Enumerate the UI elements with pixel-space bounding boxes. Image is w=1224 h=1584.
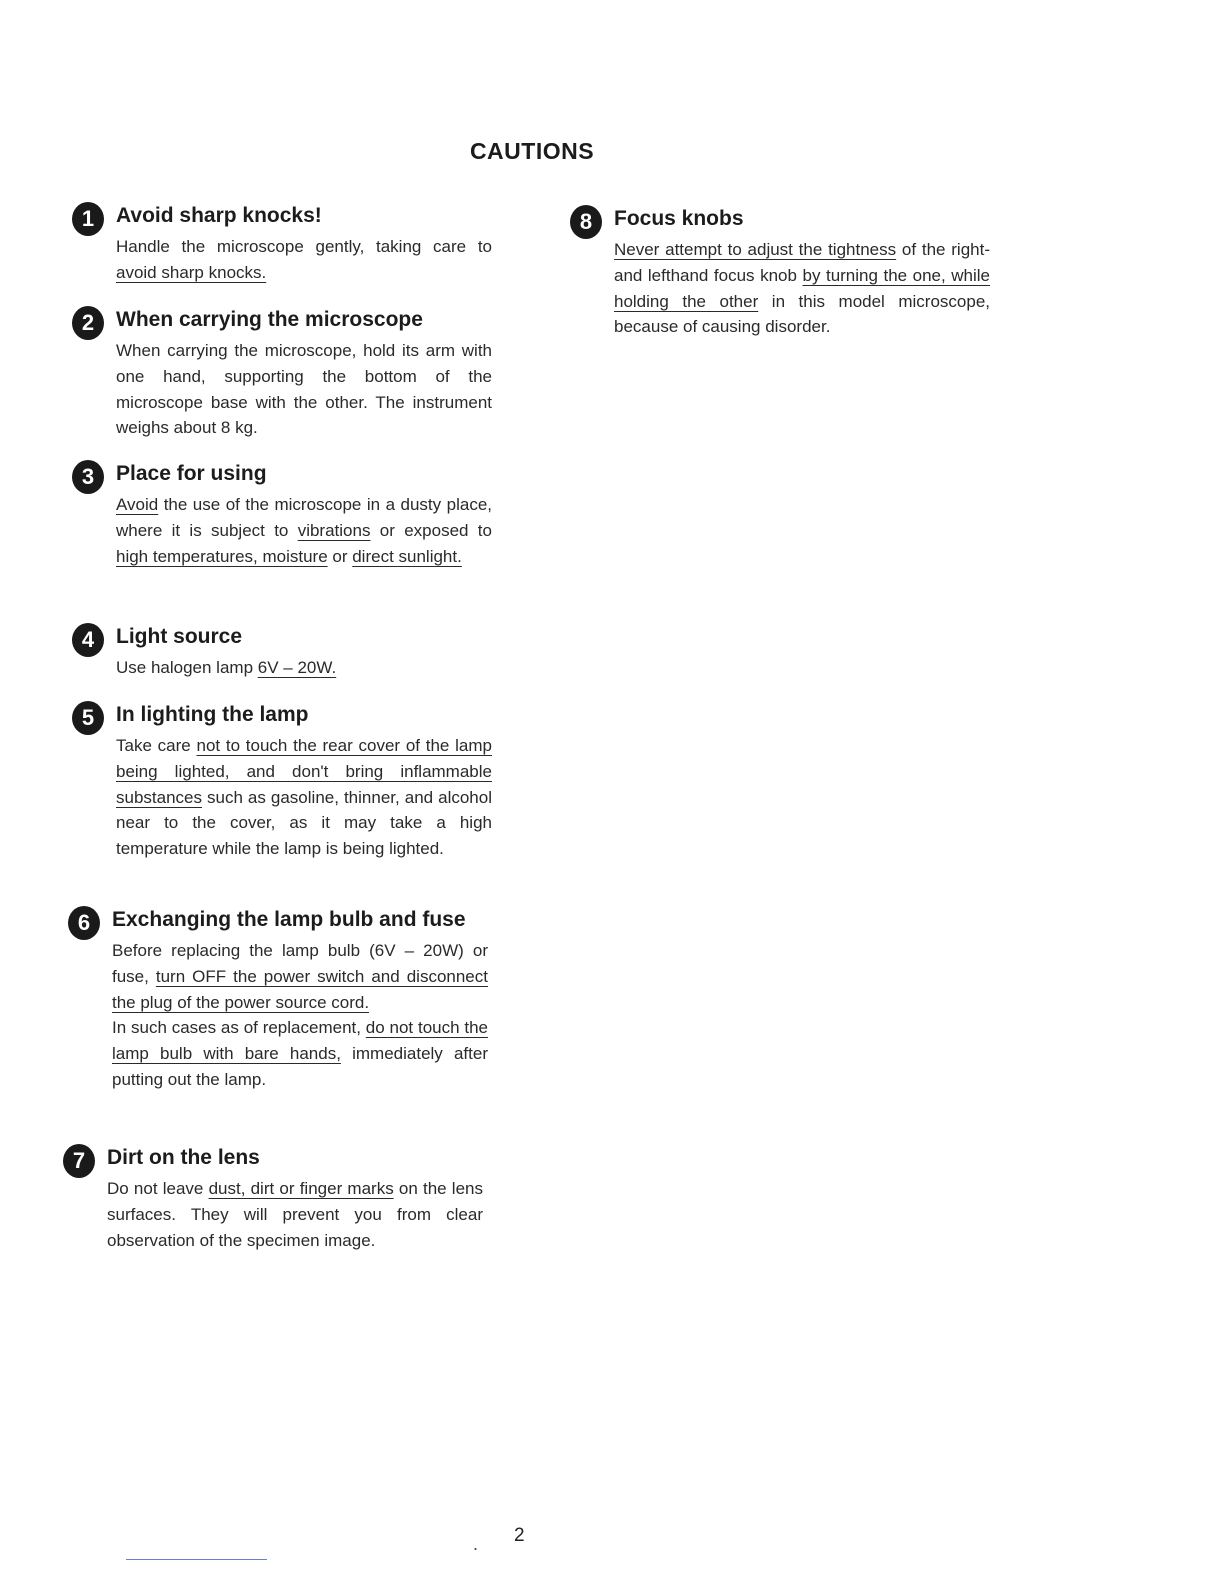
number-badge-icon: 5 bbox=[72, 701, 104, 735]
number-badge-icon: 4 bbox=[72, 623, 104, 657]
text-run: in this model microscope, because of causing disorder. bbox=[614, 291, 990, 337]
underlined-text: Avoid bbox=[116, 495, 159, 514]
underlined-text: dust, dirt or finger marks bbox=[208, 1179, 394, 1198]
underlined-text: by turning the one, while holding the other bbox=[614, 265, 990, 311]
caution-heading: Place for using bbox=[116, 462, 267, 485]
caution-text bbox=[116, 338, 492, 441]
underlined-text: direct sunlight. bbox=[352, 546, 462, 566]
underlined-text: high temperatures, moisture bbox=[116, 546, 328, 566]
number-badge-icon: 6 bbox=[68, 906, 100, 940]
number-badge-icon: 3 bbox=[72, 460, 104, 494]
caution-text bbox=[116, 234, 492, 286]
page-title: CAUTIONS bbox=[469, 138, 595, 164]
text-run: Take care bbox=[116, 736, 197, 755]
underlined-text: Never attempt to adjust the tightness bbox=[614, 240, 897, 259]
bottom-rule bbox=[126, 1559, 267, 1560]
text-run: on the lens surfaces. They will prevent you from clear observation of the specimen image. bbox=[107, 1179, 483, 1250]
text-run: immediately after putting out the lamp. bbox=[112, 1044, 488, 1089]
text-run: the use of the microscope in a dusty place, where it is subject to bbox=[116, 495, 492, 540]
underlined-text: 6V – 20W. bbox=[257, 658, 337, 677]
text-run: such as gasoline, thinner, and alcohol near to the cover, as it may take a high temperature while the lamp is being lighted. bbox=[116, 787, 492, 859]
underlined-text: vibrations bbox=[297, 520, 371, 540]
caution-heading: Exchanging the lamp bulb and fuse bbox=[112, 908, 466, 931]
text-run: or bbox=[327, 546, 353, 566]
caution-text bbox=[614, 237, 990, 340]
text-run: Before replacing the lamp bulb (6V – 20W) or fuse, bbox=[112, 941, 488, 986]
caution-heading: Light source bbox=[116, 625, 243, 648]
number-badge-icon: 2 bbox=[72, 306, 104, 340]
caution-text bbox=[112, 938, 488, 1093]
text-run: In such cases as of replacement, bbox=[112, 1018, 366, 1038]
underlined-text: do not touch the lamp bulb with bare hands, bbox=[112, 1018, 488, 1064]
caution-heading: When carrying the microscope bbox=[116, 308, 423, 331]
caution-text bbox=[116, 655, 492, 681]
number-badge-icon: 1 bbox=[72, 202, 104, 236]
text-run: of the right- and lefthand focus knob bbox=[614, 240, 991, 285]
underlined-text: turn OFF the power switch and disconnect the plug of the power source cord. bbox=[112, 966, 488, 1012]
text-run: or exposed to bbox=[370, 520, 492, 540]
text-run: Handle the microscope gently, taking care to bbox=[116, 237, 492, 256]
caution-text bbox=[107, 1176, 483, 1253]
caution-heading: Avoid sharp knocks! bbox=[116, 204, 322, 227]
caution-text bbox=[116, 733, 492, 862]
number-badge-icon: 8 bbox=[570, 205, 602, 239]
underlined-text: avoid sharp knocks. bbox=[116, 262, 267, 282]
page-dot: . bbox=[473, 1534, 479, 1554]
caution-heading: Focus knobs bbox=[614, 207, 744, 230]
text-run: Do not leave bbox=[107, 1179, 209, 1198]
page-number: 2 bbox=[514, 1525, 525, 1546]
text-run: When carrying the microscope, hold its arm with one hand, supporting the bottom of the microscope base with the other. The instrument weighs about 8 kg. bbox=[116, 341, 492, 438]
number-badge-icon: 7 bbox=[63, 1144, 95, 1178]
caution-heading: In lighting the lamp bbox=[116, 703, 309, 726]
caution-heading: Dirt on the lens bbox=[107, 1146, 260, 1169]
underlined-text: not to touch the rear cover of the lamp being lighted, and don't bring inflammable substances bbox=[116, 736, 492, 807]
text-run: Use halogen lamp bbox=[116, 658, 258, 677]
caution-text bbox=[116, 492, 492, 569]
